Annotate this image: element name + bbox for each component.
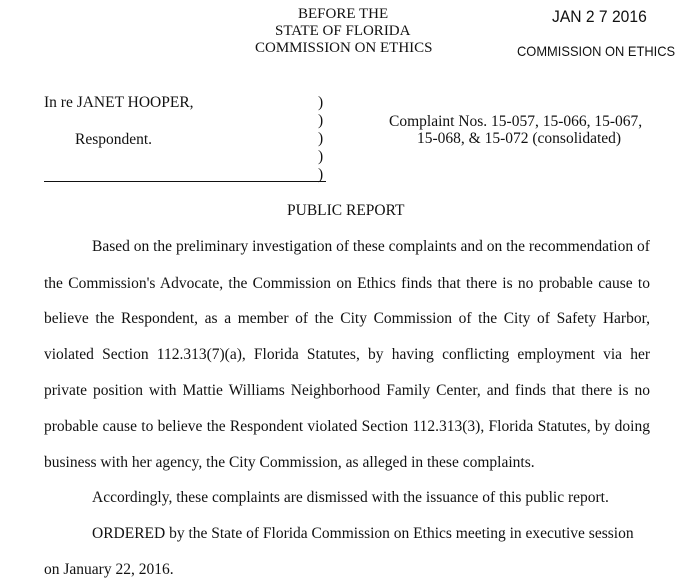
- paragraph-3-line: on January 22, 2016.: [44, 561, 174, 578]
- paragraph-1-line: probable cause to believe the Respondent violated Section 112.313(3), Florida Statutes, by doing: [44, 418, 650, 435]
- paragraph-1-line: violated Section 112.313(7)(a), Florida Statutes, by having conflicting employment via her: [44, 346, 650, 363]
- respondent-name: In re JANET HOOPER,: [44, 94, 194, 111]
- paragraph-1-line: private position with Mattie Williams Neighborhood Family Center, and finds that there is no: [44, 382, 650, 399]
- paragraph-2: Accordingly, these complaints are dismissed with the issuance of this public report.: [92, 489, 609, 506]
- caption-paren: ): [318, 112, 324, 129]
- caption-underline: [44, 181, 326, 182]
- paragraph-1-line: business with her agency, the City Commission, as alleged in these complaints.: [44, 454, 535, 471]
- agency-heading-line-1: BEFORE THE: [298, 6, 389, 22]
- caption-paren: ): [318, 94, 324, 111]
- paragraph-3-line: ORDERED by the State of Florida Commission on Ethics meeting in executive session: [92, 525, 634, 542]
- caption-paren: ): [318, 166, 324, 183]
- caption-paren: ): [318, 130, 324, 147]
- agency-heading-line-3: COMMISSION ON ETHICS: [255, 40, 433, 56]
- paragraph-1-line: Based on the preliminary investigation of these complaints and on the recommendation of: [92, 238, 650, 255]
- agency-heading-line-2: STATE OF FLORIDA: [275, 23, 411, 39]
- received-office-stamp: COMMISSION ON ETHICS: [517, 43, 676, 59]
- complaint-numbers-line-2: 15-068, & 15-072 (consolidated): [417, 130, 622, 147]
- paragraph-1-line: the Commission's Advocate, the Commission on Ethics finds that there is no probable cause to: [44, 275, 650, 292]
- document-title: PUBLIC REPORT: [287, 202, 405, 219]
- caption-paren: ): [318, 148, 324, 165]
- respondent-role: Respondent.: [75, 131, 153, 148]
- paragraph-1-line: believe the Respondent, as a member of the City Commission of the City of Safety Harbor,: [44, 310, 650, 327]
- complaint-numbers-line-1: Complaint Nos. 15-057, 15-066, 15-067,: [389, 113, 643, 130]
- received-date-stamp: JAN 2 7 2016: [552, 7, 647, 26]
